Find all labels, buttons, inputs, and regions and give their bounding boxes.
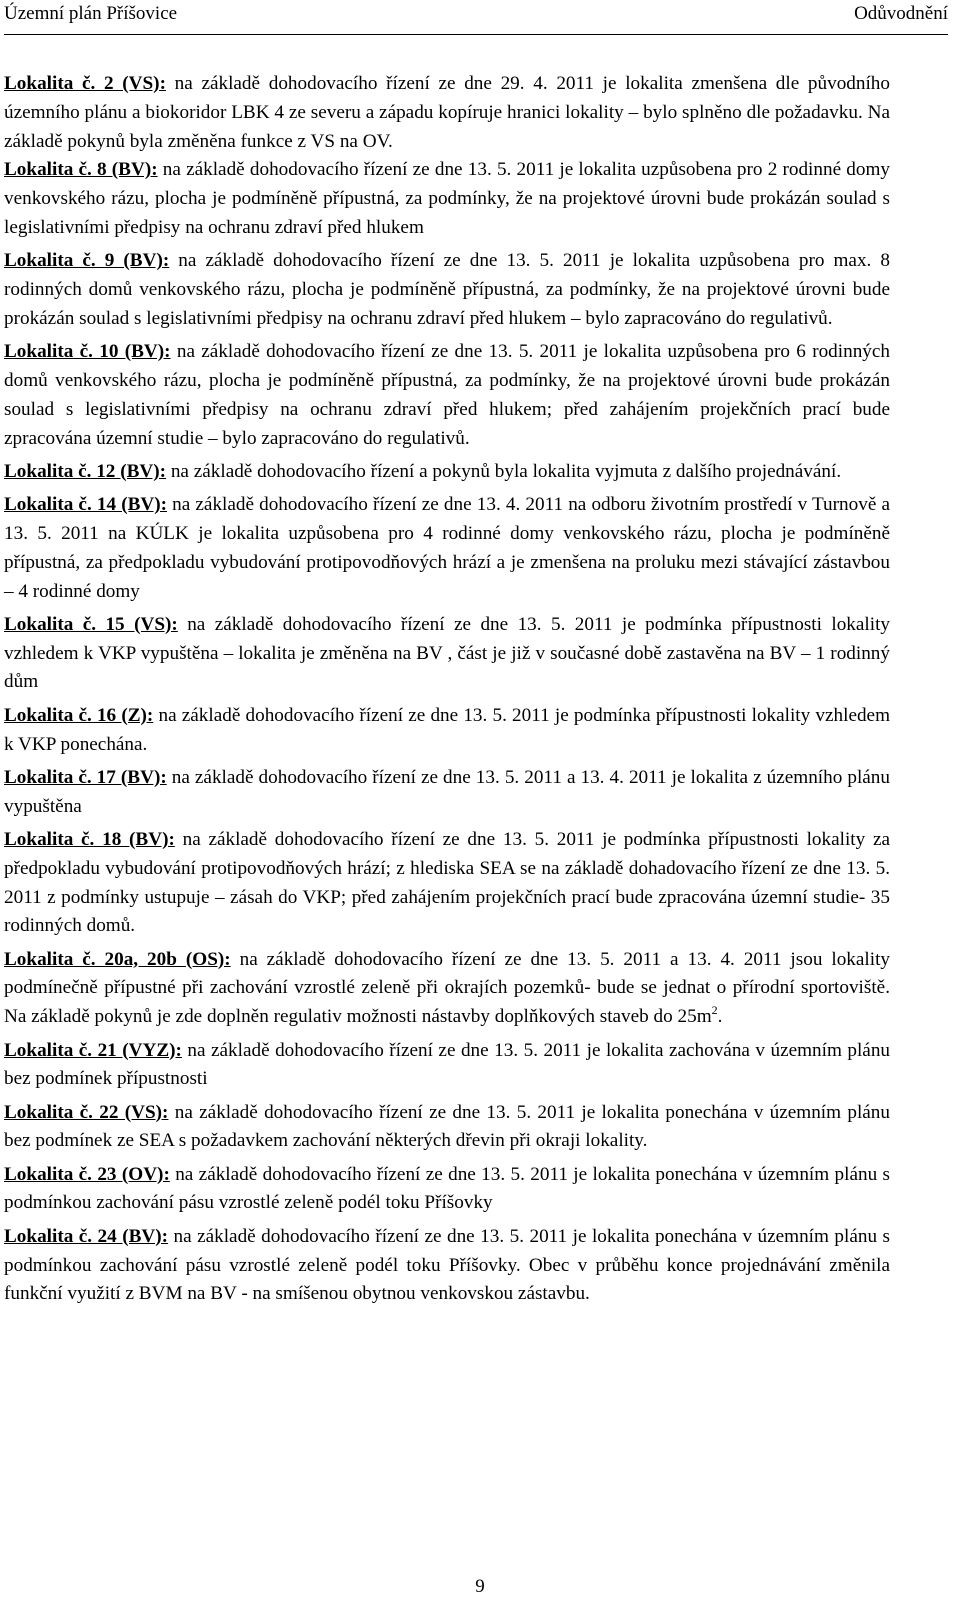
lokalita-text: na základě dohodovacího řízení ze dne 13. 5. 2011 a 13. 4. 2011 je lokalita z územního plánu vypuštěna (4, 766, 890, 817)
page-number: 9 (475, 1576, 485, 1597)
lokalita-text: na základě dohodovacího řízení ze dne 13. 4. 2011 na odboru životním prostředí v Turnově a 13. 5. 2011 na KÚLK je lokalita uzpůsobena pro 4 rodinné domy venkovského rázu, plocha je podmíněně přípustná, za předpokladu vybudování protipovodňových hrází a je zmenšena na proluku mezi stávající zástavbou – 4 rodinné domy (4, 494, 890, 602)
paragraph-lokalita-15 (4, 611, 890, 697)
paragraph-lokalita-9 (4, 247, 890, 333)
lokalita-label: Lokalita č. 23 (OV): (4, 1163, 170, 1185)
header-divider (4, 34, 948, 35)
lokalita-label: Lokalita č. 18 (BV): (4, 828, 175, 850)
lokalita-text: na základě dohodovacího řízení ze dne 13. 5. 2011 je podmínka přípustnosti lokality vzhledem k VKP vypuštěna – lokalita je změněna na BV , část je již v současné době zastavěna na BV – 1 rodinný dům (4, 613, 890, 693)
lokalita-label: Lokalita č. 8 (BV): (4, 159, 158, 181)
lokalita-text: na základě dohodovacího řízení ze dne 13. 5. 2011 je podmínka přípustnosti lokality za předpokladu vybudování protipovodňových hrází; z hlediska SEA se na základě dohadovacího řízení ze dne 13. 5. 2011 z podmínky ustupuje – zásah do VKP; před zahájením projekčních prací bude zpracována územní studie- 35 rodinných domů. (4, 828, 890, 937)
lokalita-label: Lokalita č. 14 (BV): (4, 494, 168, 516)
lokalita-text: na základě dohodovacího řízení ze dne 13. 5. 2011 je lokalita uzpůsobena pro 6 rodinných domů venkovského rázu, plocha je podmíněně přípustná, za podmínky, že na projektové úrovni bude prokázán soulad s legislativními předpisy na ochranu zdraví před hlukem; před zahájením projekčních prací bude zpracována územní studie – bylo zapracováno do regulativů. (4, 341, 890, 449)
lokalita-text: na základě dohodovacího řízení ze dne 13. 5. 2011 je lokalita zachována v územním plánu bez podmínek přípustnosti (4, 1039, 891, 1090)
lokalita-label: Lokalita č. 15 (VS): (4, 613, 178, 635)
lokalita-text: na základě dohodovacího řízení a pokynů byla lokalita vyjmuta z dalšího projednávání. (166, 460, 842, 482)
paragraph-lokalita-22 (4, 1099, 890, 1157)
document-body (4, 70, 890, 1314)
paragraph-lokalita-12 (4, 458, 890, 487)
lokalita-text: na základě dohodovacího řízení ze dne 13. 5. 2011 a 13. 4. 2011 jsou lokality podmínečně přípustné při zachování vzrostlé zeleně při okrajích pozemků- bude se jednat o přírodní sportoviště. Na základě pokynů je zde doplněn regulativ možnosti nástavby doplňkových staveb do 25m (4, 948, 890, 1028)
lokalita-label: Lokalita č. 10 (BV): (4, 341, 171, 363)
header-section: Odůvodnění (854, 3, 948, 24)
paragraph-lokalita-17 (4, 764, 890, 822)
lokalita-text: na základě dohodovacího řízení ze dne 13. 5. 2011 je podmínka přípustnosti lokality vzhledem k VKP ponechána. (4, 704, 890, 755)
paragraph-lokalita-16 (4, 702, 890, 760)
paragraph-lokalita-21 (4, 1037, 890, 1095)
page-header (4, 2, 948, 26)
paragraph-lokalita-24 (4, 1223, 890, 1309)
lokalita-label: Lokalita č. 21 (VYZ): (4, 1039, 182, 1061)
lokalita-label: Lokalita č. 20a, 20b (OS): (4, 948, 231, 970)
lokalita-label: Lokalita č. 22 (VS): (4, 1101, 169, 1123)
paragraph-lokalita-18 (4, 826, 890, 941)
lokalita-label: Lokalita č. 9 (BV): (4, 250, 170, 272)
paragraph-lokalita-14 (4, 491, 890, 606)
lokalita-text: na základě dohodovacího řízení ze dne 29. 4. 2011 je lokalita zmenšena dle původního územního plánu a biokoridor LBK 4 ze severu a západu kopíruje hranici lokality – bylo splněno dle požadavku. Na základě pokynů byla změněna funkce z VS na OV. (4, 73, 890, 152)
lokalita-text: na základě dohodovacího řízení ze dne 13. 5. 2011 je lokalita uzpůsobena pro max. 8 rodinných domů venkovského rázu, plocha je podmíněně přípustná, za podmínky, že na projektové úrovni bude prokázán soulad s legislativními předpisy na ochranu zdraví před hlukem – bylo zapracováno do regulativů. (4, 250, 890, 329)
lokalita-text: na základě dohodovacího řízení ze dne 13. 5. 2011 je lokalita ponechána v územním plánu bez podmínek ze SEA s požadavkem zachování některých dřevin při okraji lokality. (4, 1101, 890, 1152)
paragraph-lokalita-2 (4, 70, 890, 156)
paragraph-lokalita-8 (4, 156, 890, 242)
lokalita-label: Lokalita č. 17 (BV): (4, 766, 167, 788)
paragraph-lokalita-23 (4, 1161, 890, 1219)
lokalita-text-tail: . (717, 1006, 723, 1028)
lokalita-text: na základě dohodovacího řízení ze dne 13. 5. 2011 je lokalita ponechána v územním plánu s podmínkou zachování pásu vzrostlé zeleně podél toku Příšovky (4, 1163, 890, 1214)
header-title: Územní plán Příšovice (4, 3, 178, 24)
lokalita-label: Lokalita č. 2 (VS): (4, 73, 166, 94)
lokalita-text: na základě dohodovacího řízení ze dne 13. 5. 2011 je lokalita ponechána v územním plánu s podmínkou zachování pásu vzrostlé zeleně podél toku Příšovky. Obec v průběhu konce projednávání změnila funkční využití z BVM na BV - na smíšenou obytnou venkovskou zástavbu. (4, 1225, 890, 1305)
lokalita-label: Lokalita č. 12 (BV): (4, 460, 167, 482)
paragraph-lokalita-10 (4, 338, 890, 453)
paragraph-lokalita-20 (4, 946, 890, 1032)
lokalita-text: na základě dohodovacího řízení ze dne 13. 5. 2011 je lokalita uzpůsobena pro 2 rodinné domy venkovského rázu, plocha je podmíněně přípustná, za podmínky, že na projektové úrovni bude prokázán soulad s legislativními předpisy na ochranu zdraví před hlukem (4, 159, 890, 238)
lokalita-label: Lokalita č. 24 (BV): (4, 1225, 169, 1247)
lokalita-label: Lokalita č. 16 (Z): (4, 704, 154, 726)
superscript-exponent: 2 (711, 1002, 718, 1017)
